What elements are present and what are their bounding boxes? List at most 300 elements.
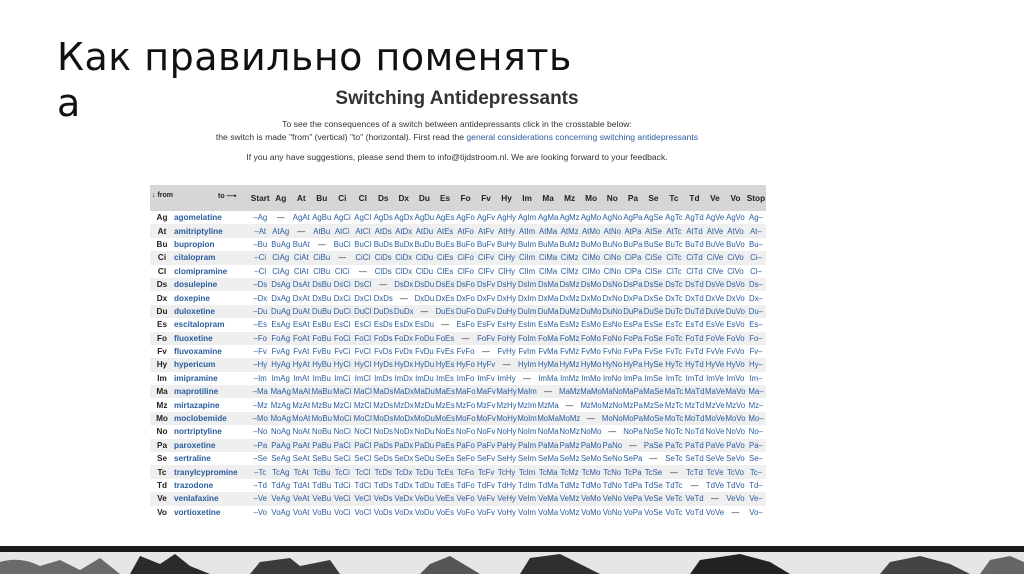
switch-cell[interactable]: TcVo <box>725 465 746 478</box>
switch-cell[interactable]: ClBu <box>312 265 333 278</box>
switch-cell[interactable]: –Du <box>250 305 271 318</box>
switch-cell[interactable]: ImVe <box>705 372 726 385</box>
switch-cell[interactable]: EsMa <box>537 318 559 331</box>
switch-cell[interactable]: TcDs <box>373 465 394 478</box>
switch-cell[interactable]: EsHy <box>496 318 517 331</box>
switch-cell[interactable]: FoCi <box>332 332 353 345</box>
switch-cell[interactable]: MoTc <box>664 412 685 425</box>
switch-cell[interactable]: DxHy <box>496 291 517 304</box>
switch-cell[interactable]: MzVo <box>725 398 746 411</box>
switch-cell[interactable]: ClFv <box>476 265 497 278</box>
switch-cell[interactable]: –Es <box>250 318 271 331</box>
switch-cell[interactable]: FvVe <box>705 345 726 358</box>
switch-cell[interactable]: AtMa <box>537 224 559 237</box>
switch-cell[interactable]: Ds– <box>746 278 767 291</box>
switch-cell[interactable]: SeCi <box>332 452 353 465</box>
switch-cell[interactable]: AtHy <box>496 224 517 237</box>
switch-cell[interactable]: BuEs <box>435 238 456 251</box>
switch-cell[interactable]: MaFv <box>476 385 497 398</box>
switch-cell[interactable]: MoMz <box>559 412 580 425</box>
switch-cell[interactable]: HySe <box>643 358 664 371</box>
switch-cell[interactable]: DsEs <box>435 278 456 291</box>
switch-cell[interactable]: BuCi <box>332 238 353 251</box>
switch-cell[interactable]: CiTc <box>664 251 685 264</box>
switch-cell[interactable]: MaVe <box>705 385 726 398</box>
switch-cell[interactable]: BuTc <box>664 238 685 251</box>
switch-cell[interactable]: Cl– <box>746 265 767 278</box>
switch-cell[interactable]: HyDs <box>373 358 394 371</box>
switch-cell[interactable]: DuTc <box>664 305 685 318</box>
switch-cell[interactable]: NoCi <box>332 425 353 438</box>
switch-cell[interactable]: Td– <box>746 479 767 492</box>
switch-cell[interactable]: NoAt <box>291 425 312 438</box>
switch-cell[interactable]: MzAg <box>271 398 292 411</box>
switch-cell[interactable]: EsBu <box>312 318 333 331</box>
switch-cell[interactable]: CiAg <box>271 251 292 264</box>
switch-cell[interactable]: PaNo <box>602 439 623 452</box>
switch-cell[interactable]: DxMz <box>559 291 580 304</box>
switch-cell[interactable]: BuDs <box>373 238 394 251</box>
switch-cell[interactable]: MzCi <box>332 398 353 411</box>
switch-cell[interactable]: BuMo <box>580 238 602 251</box>
switch-cell[interactable]: AtFv <box>476 224 497 237</box>
switch-cell[interactable]: TdIm <box>517 479 538 492</box>
switch-cell[interactable]: TcCi <box>332 465 353 478</box>
switch-cell[interactable]: BuVo <box>725 238 746 251</box>
switch-cell[interactable]: CiNo <box>602 251 623 264</box>
switch-cell[interactable]: TcDu <box>414 465 435 478</box>
switch-cell[interactable]: PaAt <box>291 439 312 452</box>
switch-cell[interactable]: ClDs <box>373 265 394 278</box>
switch-cell[interactable]: TdMa <box>537 479 559 492</box>
switch-cell[interactable]: MoFo <box>455 412 476 425</box>
switch-cell[interactable]: NoDs <box>373 425 394 438</box>
switch-cell[interactable]: DsVe <box>705 278 726 291</box>
switch-cell[interactable]: SeCl <box>353 452 374 465</box>
switch-cell[interactable]: TcEs <box>435 465 456 478</box>
switch-cell[interactable]: ClDx <box>394 265 415 278</box>
switch-cell[interactable]: TdBu <box>312 479 333 492</box>
switch-cell[interactable]: PaVo <box>725 439 746 452</box>
switch-cell[interactable]: SePa <box>623 452 644 465</box>
switch-cell[interactable]: VoMa <box>537 506 559 519</box>
switch-cell[interactable]: FoDu <box>414 332 435 345</box>
switch-cell[interactable]: TdPa <box>623 479 644 492</box>
switch-cell[interactable]: CiMz <box>559 251 580 264</box>
switch-cell[interactable]: MzAt <box>291 398 312 411</box>
switch-cell[interactable]: MoSe <box>643 412 664 425</box>
switch-cell[interactable]: NoMa <box>537 425 559 438</box>
switch-cell[interactable]: PaDx <box>394 439 415 452</box>
switch-cell[interactable]: MzMo <box>580 398 602 411</box>
switch-cell[interactable]: MoMa <box>537 412 559 425</box>
switch-cell[interactable]: DsIm <box>517 278 538 291</box>
switch-cell[interactable]: Mz– <box>746 398 767 411</box>
switch-cell[interactable]: TcAt <box>291 465 312 478</box>
switch-cell[interactable]: MoEs <box>435 412 456 425</box>
switch-cell[interactable]: MzCl <box>353 398 374 411</box>
switch-cell[interactable]: AgFv <box>476 211 497 224</box>
switch-cell[interactable]: NoSe <box>643 425 664 438</box>
switch-cell[interactable]: NoAg <box>271 425 292 438</box>
switch-cell[interactable]: HyAt <box>291 358 312 371</box>
switch-cell[interactable]: TdVe <box>705 479 726 492</box>
switch-cell[interactable]: DuVo <box>725 305 746 318</box>
switch-cell[interactable]: FoSe <box>643 332 664 345</box>
switch-cell[interactable]: FoMo <box>580 332 602 345</box>
switch-cell[interactable]: HyCi <box>332 358 353 371</box>
switch-cell[interactable]: DsSe <box>643 278 664 291</box>
switch-cell[interactable]: MzTc <box>664 398 685 411</box>
switch-cell[interactable]: DuSe <box>643 305 664 318</box>
switch-cell[interactable]: TdHy <box>496 479 517 492</box>
switch-cell[interactable]: HyCl <box>353 358 374 371</box>
switch-cell[interactable]: Tc– <box>746 465 767 478</box>
switch-cell[interactable]: DuPa <box>623 305 644 318</box>
switch-cell[interactable]: FoAg <box>271 332 292 345</box>
switch-cell[interactable]: DsTd <box>684 278 705 291</box>
switch-cell[interactable]: TdMo <box>580 479 602 492</box>
switch-cell[interactable]: FoMa <box>537 332 559 345</box>
switch-cell[interactable]: TdFo <box>455 479 476 492</box>
switch-cell[interactable]: VeMz <box>559 492 580 505</box>
switch-cell[interactable]: DuBu <box>312 305 333 318</box>
switch-cell[interactable]: HyMz <box>559 358 580 371</box>
switch-cell[interactable]: ImHy <box>496 372 517 385</box>
switch-cell[interactable]: AgFo <box>455 211 476 224</box>
switch-cell[interactable]: CiPa <box>623 251 644 264</box>
switch-cell[interactable]: VeMa <box>537 492 559 505</box>
switch-cell[interactable]: TdAg <box>271 479 292 492</box>
switch-cell[interactable]: EsNo <box>602 318 623 331</box>
switch-cell[interactable]: VoBu <box>312 506 333 519</box>
switch-cell[interactable]: BuDu <box>414 238 435 251</box>
switch-cell[interactable]: DuCi <box>332 305 353 318</box>
switch-cell[interactable]: PaFo <box>455 439 476 452</box>
switch-cell[interactable]: DsNo <box>602 278 623 291</box>
switch-cell[interactable]: DxVo <box>725 291 746 304</box>
switch-cell[interactable]: SeMo <box>580 452 602 465</box>
switch-cell[interactable]: MaBu <box>312 385 333 398</box>
switch-cell[interactable]: FoFv <box>476 332 497 345</box>
switch-cell[interactable]: MzEs <box>435 398 456 411</box>
switch-cell[interactable]: FoTc <box>664 332 685 345</box>
switch-cell[interactable]: FoIm <box>517 332 538 345</box>
switch-cell[interactable]: DuHy <box>496 305 517 318</box>
switch-cell[interactable]: FoPa <box>623 332 644 345</box>
switch-cell[interactable]: MoVo <box>725 412 746 425</box>
switch-cell[interactable]: FvTc <box>664 345 685 358</box>
switch-cell[interactable]: DxTc <box>664 291 685 304</box>
switch-cell[interactable]: SeNo <box>602 452 623 465</box>
switch-cell[interactable]: TdEs <box>435 479 456 492</box>
switch-cell[interactable]: TcFo <box>455 465 476 478</box>
switch-cell[interactable]: AtVo <box>725 224 746 237</box>
switch-cell[interactable]: ImPa <box>623 372 644 385</box>
switch-cell[interactable]: –Cl <box>250 265 271 278</box>
switch-cell[interactable]: VeAt <box>291 492 312 505</box>
switch-cell[interactable]: SeTc <box>664 452 685 465</box>
switch-cell[interactable]: NoVe <box>705 425 726 438</box>
switch-cell[interactable]: DsDx <box>394 278 415 291</box>
switch-cell[interactable]: SeFo <box>455 452 476 465</box>
switch-cell[interactable]: CiBu <box>312 251 333 264</box>
switch-cell[interactable]: ClTc <box>664 265 685 278</box>
switch-cell[interactable]: BuMa <box>537 238 559 251</box>
switch-cell[interactable]: DsBu <box>312 278 333 291</box>
switch-cell[interactable]: FvCi <box>332 345 353 358</box>
switch-cell[interactable]: NoFv <box>476 425 497 438</box>
switch-cell[interactable]: VeDu <box>414 492 435 505</box>
switch-cell[interactable]: CiVo <box>725 251 746 264</box>
switch-cell[interactable]: ClTd <box>684 265 705 278</box>
switch-cell[interactable]: EsCi <box>332 318 353 331</box>
switch-cell[interactable]: AtCi <box>332 224 353 237</box>
switch-cell[interactable]: PaIm <box>517 439 538 452</box>
switch-cell[interactable]: –Ds <box>250 278 271 291</box>
switch-cell[interactable]: MoDx <box>394 412 415 425</box>
switch-cell[interactable]: EsPa <box>623 318 644 331</box>
switch-cell[interactable]: PaEs <box>435 439 456 452</box>
switch-cell[interactable]: DxDs <box>373 291 394 304</box>
switch-cell[interactable]: –Tc <box>250 465 271 478</box>
switch-cell[interactable]: Hy– <box>746 358 767 371</box>
switch-cell[interactable]: HyFo <box>455 358 476 371</box>
switch-cell[interactable]: DsPa <box>623 278 644 291</box>
switch-cell[interactable]: Fv– <box>746 345 767 358</box>
switch-cell[interactable]: MzTd <box>684 398 705 411</box>
switch-cell[interactable]: SeDx <box>394 452 415 465</box>
switch-cell[interactable]: VeTc <box>664 492 685 505</box>
switch-cell[interactable]: Dx– <box>746 291 767 304</box>
switch-cell[interactable]: AgDu <box>414 211 435 224</box>
switch-cell[interactable]: DxBu <box>312 291 333 304</box>
switch-cell[interactable]: PaBu <box>312 439 333 452</box>
switch-cell[interactable]: DuAg <box>271 305 292 318</box>
switch-cell[interactable]: ClNo <box>602 265 623 278</box>
switch-cell[interactable]: NoTd <box>684 425 705 438</box>
switch-cell[interactable]: DxEs <box>435 291 456 304</box>
switch-cell[interactable]: PaCl <box>353 439 374 452</box>
switch-cell[interactable]: Du– <box>746 305 767 318</box>
switch-cell[interactable]: BuFv <box>476 238 497 251</box>
switch-cell[interactable]: TdDu <box>414 479 435 492</box>
switch-cell[interactable]: MzFv <box>476 398 497 411</box>
switch-cell[interactable]: HyTc <box>664 358 685 371</box>
switch-cell[interactable]: AgTd <box>684 211 705 224</box>
switch-cell[interactable]: SeIm <box>517 452 538 465</box>
switch-cell[interactable]: ImDx <box>394 372 415 385</box>
switch-cell[interactable]: MoAg <box>271 412 292 425</box>
switch-cell[interactable]: AgEs <box>435 211 456 224</box>
switch-cell[interactable]: PaMz <box>559 439 580 452</box>
switch-cell[interactable]: FoMz <box>559 332 580 345</box>
switch-cell[interactable]: DxDu <box>414 291 435 304</box>
switch-cell[interactable]: –Mz <box>250 398 271 411</box>
switch-cell[interactable]: –Pa <box>250 439 271 452</box>
switch-cell[interactable]: SeDu <box>414 452 435 465</box>
switch-cell[interactable]: –Fv <box>250 345 271 358</box>
switch-cell[interactable]: HyDx <box>394 358 415 371</box>
switch-cell[interactable]: AgCl <box>353 211 374 224</box>
switch-cell[interactable]: VoTc <box>664 506 685 519</box>
switch-cell[interactable]: HyEs <box>435 358 456 371</box>
switch-cell[interactable]: VeCl <box>353 492 374 505</box>
switch-cell[interactable]: DsAg <box>271 278 292 291</box>
switch-cell[interactable]: HyNo <box>602 358 623 371</box>
switch-cell[interactable]: ClIm <box>517 265 538 278</box>
switch-cell[interactable]: VeEs <box>435 492 456 505</box>
switch-cell[interactable]: DuMa <box>537 305 559 318</box>
switch-cell[interactable]: Mo– <box>746 412 767 425</box>
switch-cell[interactable]: CiVe <box>705 251 726 264</box>
switch-cell[interactable]: TdFv <box>476 479 497 492</box>
switch-cell[interactable]: BuMz <box>559 238 580 251</box>
switch-cell[interactable]: FvMz <box>559 345 580 358</box>
switch-cell[interactable]: EsVo <box>725 318 746 331</box>
switch-cell[interactable]: DxTd <box>684 291 705 304</box>
switch-cell[interactable]: MzNo <box>602 398 623 411</box>
switch-cell[interactable]: ImAt <box>291 372 312 385</box>
switch-cell[interactable]: Se– <box>746 452 767 465</box>
switch-cell[interactable]: AtEs <box>435 224 456 237</box>
switch-cell[interactable]: MzHy <box>496 398 517 411</box>
switch-cell[interactable]: –Ag <box>250 211 271 224</box>
switch-cell[interactable]: FvAg <box>271 345 292 358</box>
switch-cell[interactable]: ClHy <box>496 265 517 278</box>
switch-cell[interactable]: MaHy <box>496 385 517 398</box>
switch-cell[interactable]: EsDx <box>394 318 415 331</box>
switch-cell[interactable]: ImNo <box>602 372 623 385</box>
switch-cell[interactable]: ClMo <box>580 265 602 278</box>
switch-cell[interactable]: MzFo <box>455 398 476 411</box>
switch-cell[interactable]: EsTd <box>684 318 705 331</box>
switch-cell[interactable]: BuAt <box>291 238 312 251</box>
switch-cell[interactable]: ClDu <box>414 265 435 278</box>
switch-cell[interactable]: FvDx <box>394 345 415 358</box>
switch-cell[interactable]: AgAt <box>291 211 312 224</box>
switch-cell[interactable]: VoDx <box>394 506 415 519</box>
switch-cell[interactable]: DsTc <box>664 278 685 291</box>
switch-cell[interactable]: AtFo <box>455 224 476 237</box>
switch-cell[interactable]: –Ci <box>250 251 271 264</box>
switch-cell[interactable]: HyMa <box>537 358 559 371</box>
switch-cell[interactable]: BuCl <box>353 238 374 251</box>
switch-cell[interactable]: VoAg <box>271 506 292 519</box>
switch-cell[interactable]: CiMa <box>537 251 559 264</box>
switch-cell[interactable]: MzBu <box>312 398 333 411</box>
switch-cell[interactable]: PaAg <box>271 439 292 452</box>
switch-cell[interactable]: Ma– <box>746 385 767 398</box>
switch-cell[interactable]: MzVe <box>705 398 726 411</box>
switch-cell[interactable]: TdMz <box>559 479 580 492</box>
switch-cell[interactable]: FvDs <box>373 345 394 358</box>
switch-cell[interactable]: –No <box>250 425 271 438</box>
switch-cell[interactable]: DsCl <box>353 278 374 291</box>
switch-cell[interactable]: VoCi <box>332 506 353 519</box>
switch-cell[interactable]: CiIm <box>517 251 538 264</box>
switch-cell[interactable]: SeEs <box>435 452 456 465</box>
switch-cell[interactable]: AgNo <box>602 211 623 224</box>
switch-cell[interactable]: –Im <box>250 372 271 385</box>
switch-cell[interactable]: VoVe <box>705 506 726 519</box>
switch-cell[interactable]: FvVo <box>725 345 746 358</box>
switch-cell[interactable]: EsFo <box>455 318 476 331</box>
switch-cell[interactable]: MzDu <box>414 398 435 411</box>
switch-cell[interactable]: VeSe <box>643 492 664 505</box>
switch-cell[interactable]: FoNo <box>602 332 623 345</box>
switch-cell[interactable]: ImTd <box>684 372 705 385</box>
switch-cell[interactable]: HyTd <box>684 358 705 371</box>
switch-cell[interactable]: TcNo <box>602 465 623 478</box>
switch-cell[interactable]: PaDu <box>414 439 435 452</box>
switch-cell[interactable]: DuAt <box>291 305 312 318</box>
switch-cell[interactable]: ClCi <box>332 265 353 278</box>
switch-cell[interactable]: AgIm <box>517 211 538 224</box>
switch-cell[interactable]: FoBu <box>312 332 333 345</box>
switch-cell[interactable]: VeTd <box>684 492 705 505</box>
switch-cell[interactable]: VeIm <box>517 492 538 505</box>
switch-cell[interactable]: DsMa <box>537 278 559 291</box>
switch-cell[interactable]: VeDx <box>394 492 415 505</box>
switch-cell[interactable]: DsCi <box>332 278 353 291</box>
switch-cell[interactable]: CiMo <box>580 251 602 264</box>
switch-cell[interactable]: VeFv <box>476 492 497 505</box>
switch-cell[interactable]: Im– <box>746 372 767 385</box>
switch-cell[interactable]: Pa– <box>746 439 767 452</box>
switch-cell[interactable]: NoMo <box>580 425 602 438</box>
switch-cell[interactable]: ClFo <box>455 265 476 278</box>
switch-cell[interactable]: SeHy <box>496 452 517 465</box>
switch-cell[interactable]: FvMo <box>580 345 602 358</box>
switch-cell[interactable]: SeDs <box>373 452 394 465</box>
switch-cell[interactable]: DxCl <box>353 291 374 304</box>
switch-cell[interactable]: MaAg <box>271 385 292 398</box>
switch-cell[interactable]: AgVe <box>705 211 726 224</box>
switch-cell[interactable]: FvNo <box>602 345 623 358</box>
switch-cell[interactable]: TcBu <box>312 465 333 478</box>
switch-cell[interactable]: DsFv <box>476 278 497 291</box>
switch-cell[interactable]: VeHy <box>496 492 517 505</box>
switch-cell[interactable]: MoCi <box>332 412 353 425</box>
switch-cell[interactable]: HyPa <box>623 358 644 371</box>
switch-cell[interactable]: PaDs <box>373 439 394 452</box>
switch-cell[interactable]: AtNo <box>602 224 623 237</box>
switch-cell[interactable]: TdVo <box>725 479 746 492</box>
switch-cell[interactable]: VoFo <box>455 506 476 519</box>
switch-cell[interactable]: EsIm <box>517 318 538 331</box>
switch-cell[interactable]: AgMa <box>537 211 559 224</box>
switch-cell[interactable]: DxIm <box>517 291 538 304</box>
switch-cell[interactable]: VoDs <box>373 506 394 519</box>
switch-cell[interactable]: –Ve <box>250 492 271 505</box>
switch-cell[interactable]: NoPa <box>623 425 644 438</box>
switch-cell[interactable]: CiCl <box>353 251 374 264</box>
switch-cell[interactable]: TdNo <box>602 479 623 492</box>
switch-cell[interactable]: DuEs <box>435 305 456 318</box>
switch-cell[interactable]: MoDu <box>414 412 435 425</box>
switch-cell[interactable]: BuIm <box>517 238 538 251</box>
switch-cell[interactable]: EsAt <box>291 318 312 331</box>
switch-cell[interactable]: MoAt <box>291 412 312 425</box>
switch-cell[interactable]: HyDu <box>414 358 435 371</box>
switch-cell[interactable]: ClMz <box>559 265 580 278</box>
switch-cell[interactable]: ImBu <box>312 372 333 385</box>
switch-cell[interactable]: FvTd <box>684 345 705 358</box>
switch-cell[interactable]: No– <box>746 425 767 438</box>
switch-cell[interactable]: CiDx <box>394 251 415 264</box>
switch-cell[interactable]: SeAt <box>291 452 312 465</box>
